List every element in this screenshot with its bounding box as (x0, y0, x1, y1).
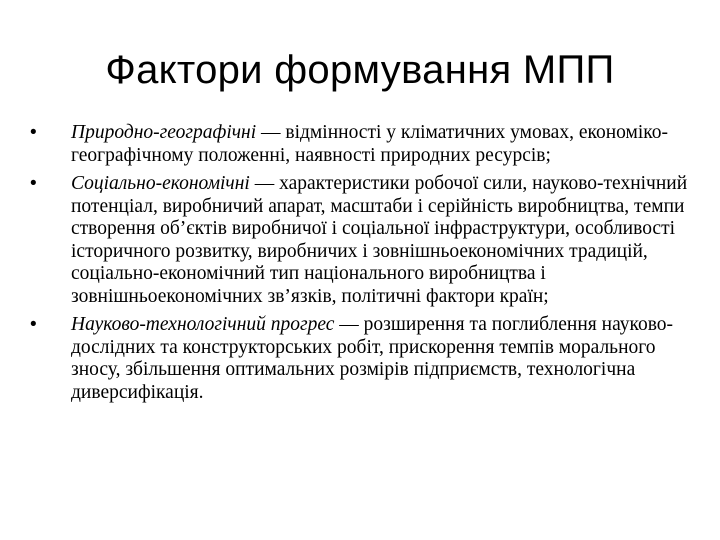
bullet-icon: • (30, 314, 37, 335)
bullet-item-natural-geographic (30, 122, 690, 167)
bullet-term: Науково-технологічний прогрес (71, 314, 335, 335)
bullet-text: — розширення та поглиблення науково-дослідних та конструкторських робіт, прискорення темпів морального зносу, збільшення оптимальних розмірів підприємств, технологічна диверсифікація. (71, 314, 674, 403)
bullet-item-scientific-technological (30, 314, 690, 404)
bullet-text: — відмінності у кліматичних умовах, економіко-географічному положенні, наявності природних ресурсів; (71, 122, 669, 166)
bullet-icon: • (30, 173, 37, 194)
bullet-text: — характеристики робочої сили, науково-технічний потенціал, виробничий апарат, масштаби і серійність виробництва, темпи створення об’єктів виробничої і соціальної інфраструктури, особливості історичного розвитку, виробничих і зовнішньоекономічних традицій, соціально-економічний тип національного виробництва і зовнішньоекономічних зв’язків, політичні фактори країн; (71, 173, 688, 307)
bullet-term: Соціально-економічні (71, 173, 250, 194)
bullet-term: Природно-географічні (71, 122, 257, 143)
slide-title: Фактори формування МПП (105, 48, 615, 92)
bullet-item-socio-economic (30, 173, 690, 308)
bullet-icon: • (30, 122, 37, 143)
bullet-list (30, 122, 690, 410)
